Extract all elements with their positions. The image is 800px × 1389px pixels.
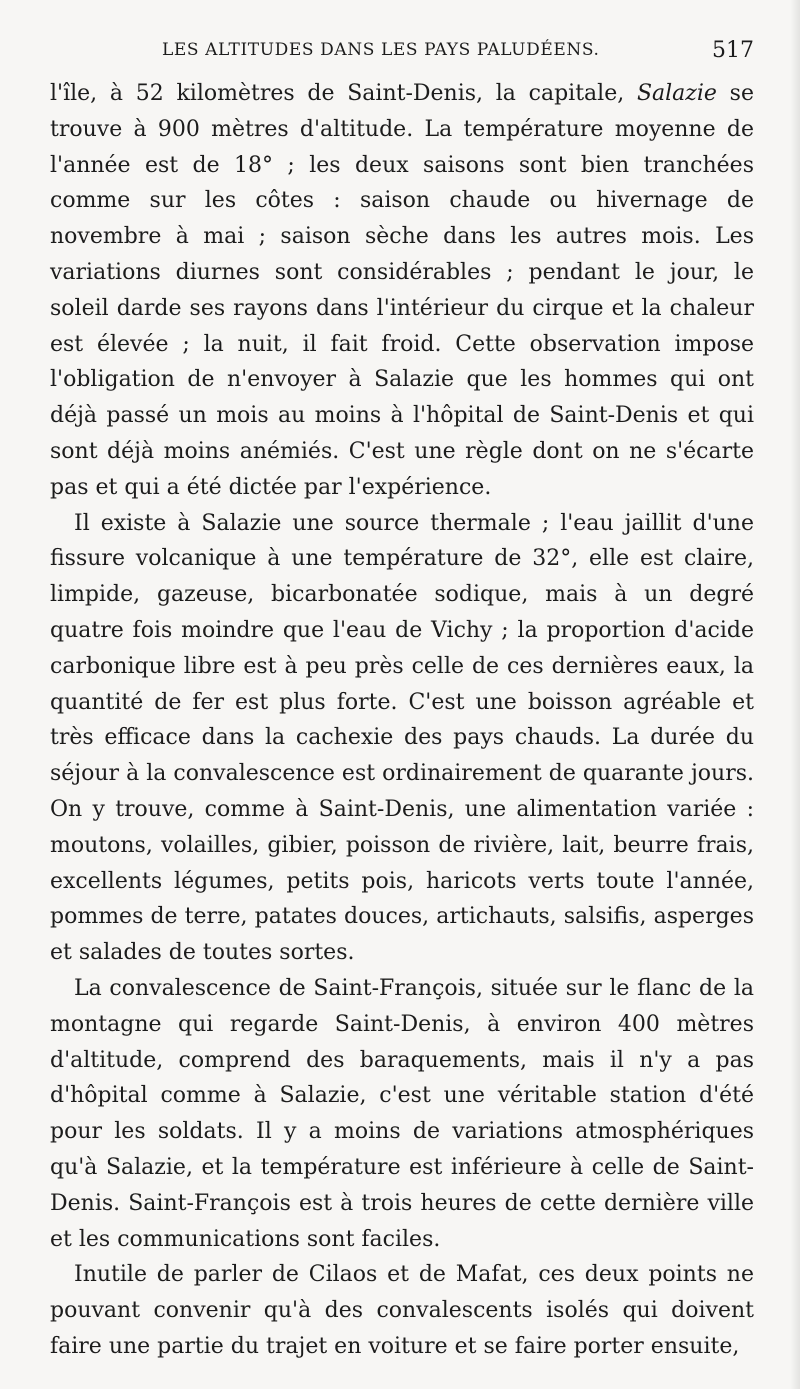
page-header [50,34,754,70]
paragraph-cilaos-mafat: Inutile de parler de Cilaos et de Mafat, ces deux points ne pouvant convenir qu'à des convalescents isolés qui doivent faire une partie du trajet en voiture et se faire porter ensuite, [50,1262,754,1359]
paragraph-saint-francois: La convalescence de Saint-François, située sur le flanc de la montagne qui regarde Saint-Denis, à environ 400 mètres d'altitude, comprend des baraquements, mais il n'y a pas d'hôpital comme à Salazie, c'est une véritable station d'été pour les soldats. Il y a moins de variations atmosphériques qu'à Salazie, et la température est inférieure à celle de Saint-Denis. Saint-François est à trois heures de cette dernière ville et les communications sont faciles. [50,975,754,1252]
paragraph-continued [50,76,754,506]
text-run: se trouve à 900 mètres d'altitude. La température moyenne de l'année est de 18° ; les deux saisons sont bien tranchées comme sur les côtes : saison chaude ou hivernage de novembre à mai ; saison sèche dans les autres mois. Les variations diurnes sont considérables ; pendant le jour, le soleil darde ses rayons dans l'intérieur du cirque et la chaleur est élevée ; la nuit, il fait froid. Cette observation impose l'obligation de n'envoyer à Salazie que les hommes qui ont déjà passé un mois au moins à l'hôpital de Saint-Denis et qui sont déjà moins anémiés. C'est une règle dont on ne s'écarte pas et qui a été dictée par l'expérience. [50,81,754,500]
paragraph-thermal-source: Il existe à Salazie une source thermale ; l'eau jaillit d'une fissure volcanique à une température de 32°, elle est claire, limpide, gazeuse, bicarbonatée sodique, mais à un degré quatre fois moindre que l'eau de Vichy ; la proportion d'acide carbonique libre est à peu près celle de ces dernières eaux, la quantité de fer est plus forte. C'est une boisson agréable et très efficace dans la cachexie des pays chauds. La durée du séjour à la convalescence est ordinairement de quarante jours. On y trouve, comme à Saint-Denis, une alimentation variée : moutons, volailles, gibier, poisson de rivière, lait, beurre frais, excellents légumes, petits pois, haricots verts toute l'année, pommes de terre, patates douces, artichauts, salsifis, asperges et salades de toutes sortes. [50,510,754,966]
place-name-italic: Salazie [636,81,717,106]
running-head: LES ALTITUDES DANS LES PAYS PALUDÉENS. [162,40,600,60]
body-text [50,76,754,1365]
page-number: 517 [712,38,754,63]
text-run: l'île, à 52 kilomètres de Saint-Denis, la capitale, [50,81,637,106]
